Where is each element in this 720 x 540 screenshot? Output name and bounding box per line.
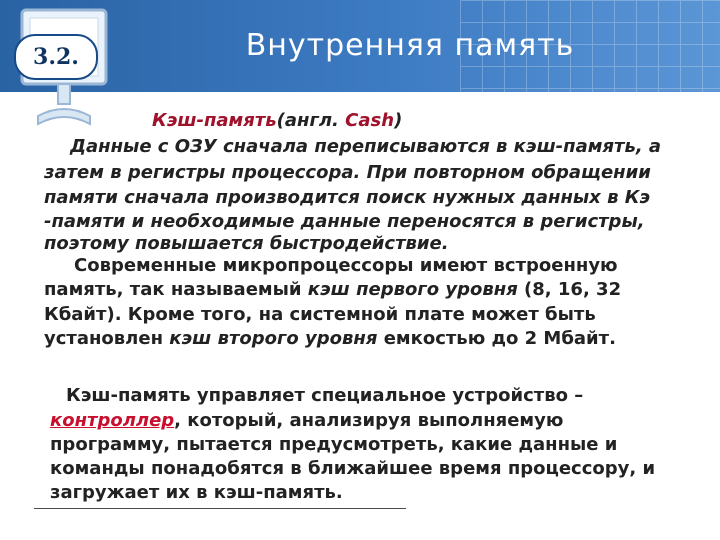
- p2-term-first-level-cache: кэш первого уровня: [307, 279, 518, 300]
- paragraph-2-line-3: Кбайт). Кроме того, на системной плате может быть: [44, 304, 596, 325]
- paragraph-3-line-1: Кэш-память управляет специальное устройство –: [66, 385, 584, 406]
- paragraph-3-line-5: загружает их в кэш-память.: [50, 482, 343, 503]
- paragraph-2-line-1: Современные микропроцессоры имеют встроенную: [74, 255, 618, 276]
- term-controller: контроллер: [50, 410, 175, 431]
- page-title: Внутренняя память: [245, 28, 575, 63]
- paragraph-1-line-2: Данные с ОЗУ сначала переписываются в кэш-память, а: [70, 136, 662, 157]
- paragraph-1-line-4: памяти сначала производится поиск нужных данных в Кэ: [44, 187, 651, 208]
- p2-text-d: установлен: [44, 328, 164, 349]
- term-cache-memory: Кэш-память: [152, 110, 277, 131]
- p2-text-e: емкостью до 2 Мбайт.: [383, 328, 616, 349]
- p2-text-a: память, так называемый: [44, 279, 302, 300]
- term-english-word: Cash: [345, 110, 395, 131]
- paragraph-1-line-5: -памяти и необходимые данные переносятся в регистры,: [44, 211, 645, 232]
- paragraph-1-line-6: поэтому повышается быстродействие.: [44, 233, 449, 254]
- p3-text-b: , который, анализируя выполняемую: [174, 410, 564, 431]
- paragraph-1-line-1: [152, 110, 402, 131]
- paragraph-2-line-2: [44, 279, 621, 300]
- paragraph-3-line-4: команды понадобятся в ближайшее время процессору, и: [50, 458, 656, 479]
- bottom-divider: [34, 508, 406, 509]
- paragraph-3-line-2: [50, 410, 563, 431]
- p2-term-second-level-cache: кэш второго уровня: [169, 328, 378, 349]
- term-english-dot: .: [332, 110, 339, 131]
- paragraph-3-line-3: программу, пытается предусмотреть, какие данные и: [50, 434, 618, 455]
- paragraph-1-line-3: затем в регистры процессора. При повторном обращении: [44, 162, 651, 183]
- term-english-close: ): [394, 110, 403, 131]
- paragraph-2-line-4: [44, 328, 616, 349]
- term-english-open: (англ: [276, 110, 333, 131]
- slide-number-badge: 3.2.: [14, 34, 98, 80]
- p2-text-c: (8, 16, 32: [524, 279, 622, 300]
